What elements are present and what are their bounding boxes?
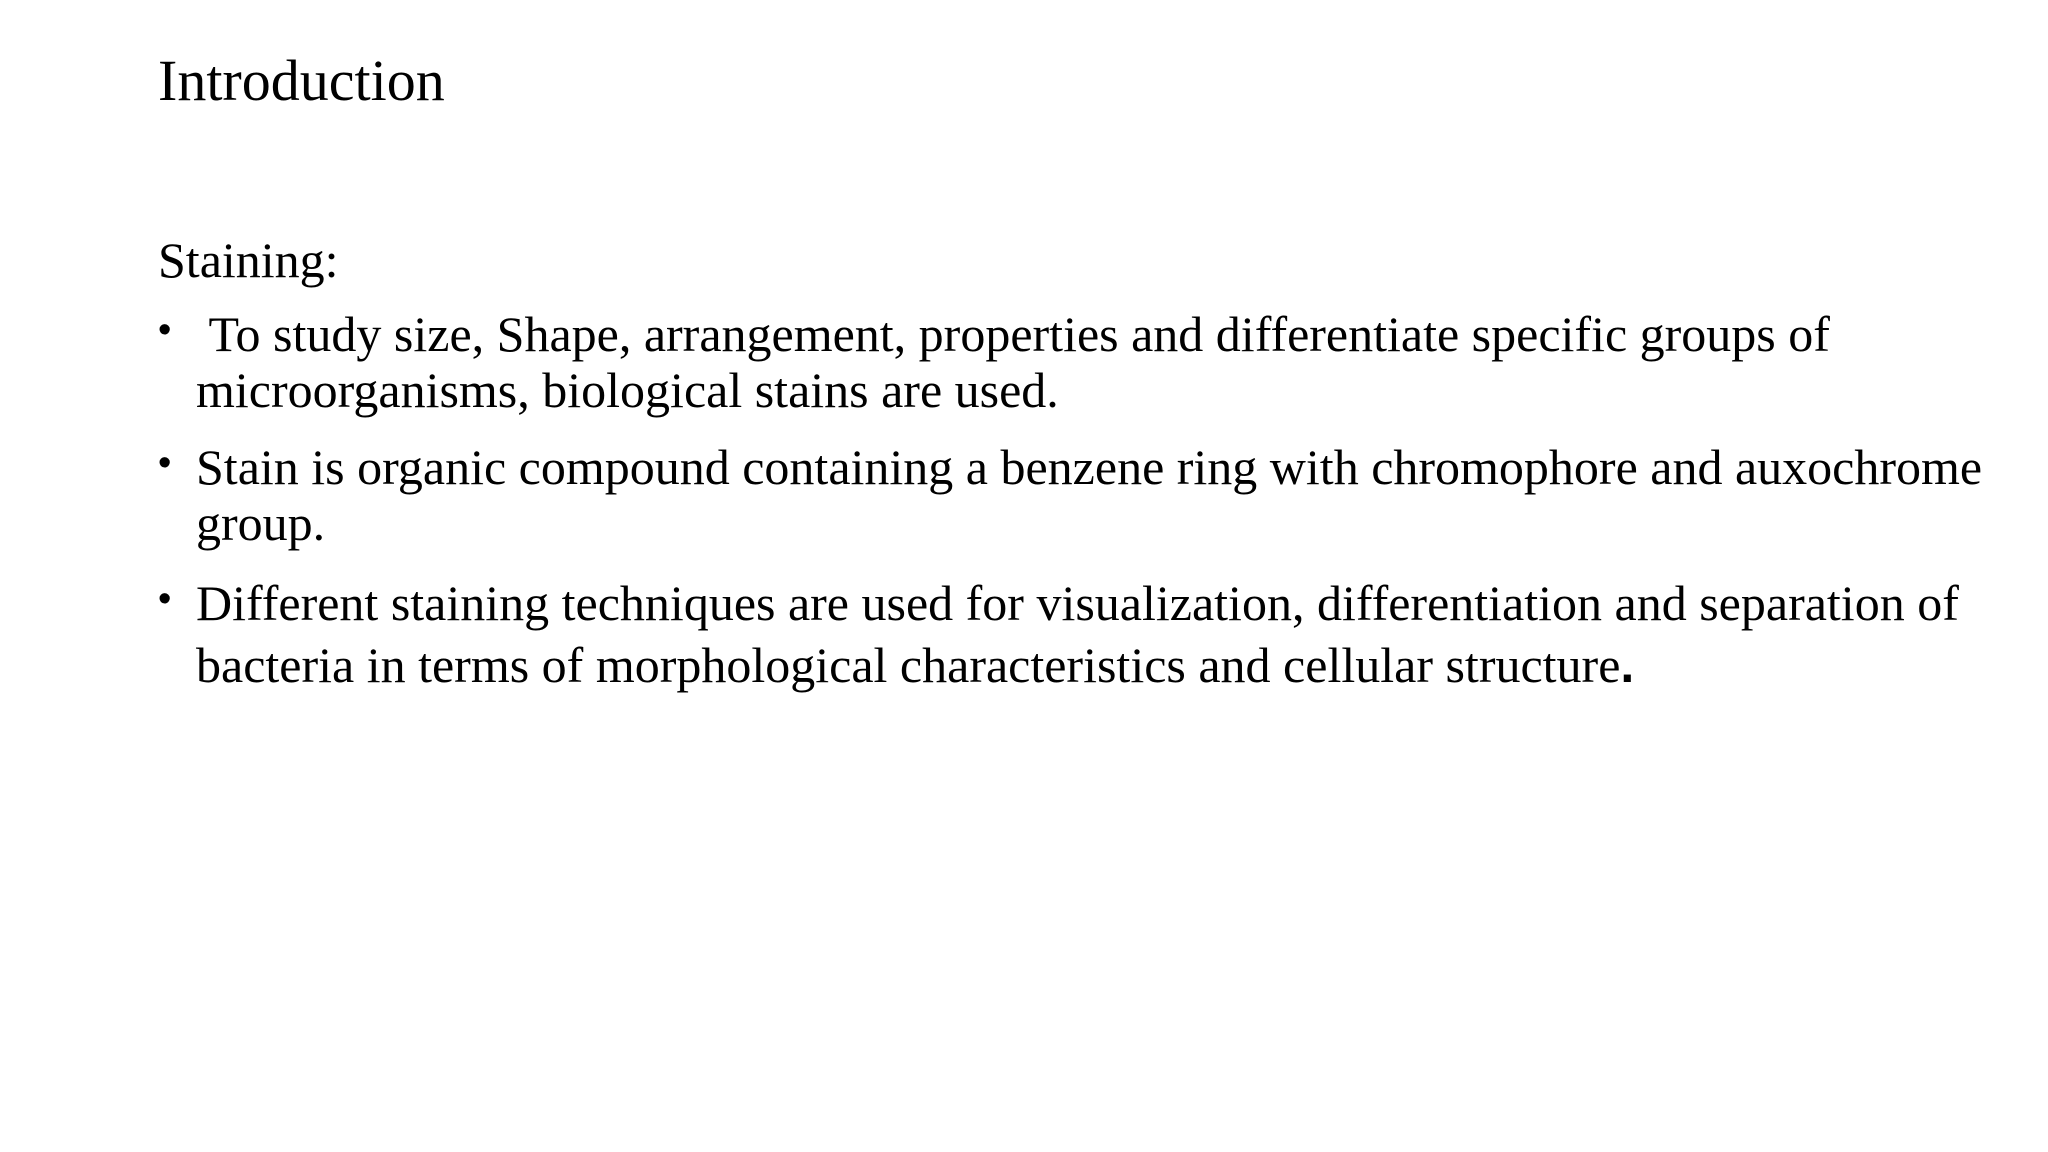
bullet-trailing-period: .	[1620, 637, 1635, 693]
section-heading: Staining:	[158, 232, 339, 288]
bullet-item	[158, 439, 1988, 551]
bullet-icon: •	[158, 309, 172, 351]
bullet-text: Different staining techniques are used for visualization, differentiation and separation of bacteria in terms of morphological characteristics and cellular structure	[196, 575, 1959, 693]
bullet-icon: •	[158, 442, 172, 484]
bullet-item	[158, 572, 1988, 696]
bullet-icon: •	[158, 578, 172, 620]
bullet-text: To study size, Shape, arrangement, properties and differentiate specific groups of microorganisms, biological stains are used.	[196, 306, 1843, 418]
bullet-text: Stain is organic compound containing a benzene ring with chromophore and auxochrome group.	[196, 439, 1983, 551]
slide-title: Introduction	[158, 48, 445, 113]
bullet-list	[158, 306, 1988, 717]
bullet-item	[158, 306, 1988, 418]
